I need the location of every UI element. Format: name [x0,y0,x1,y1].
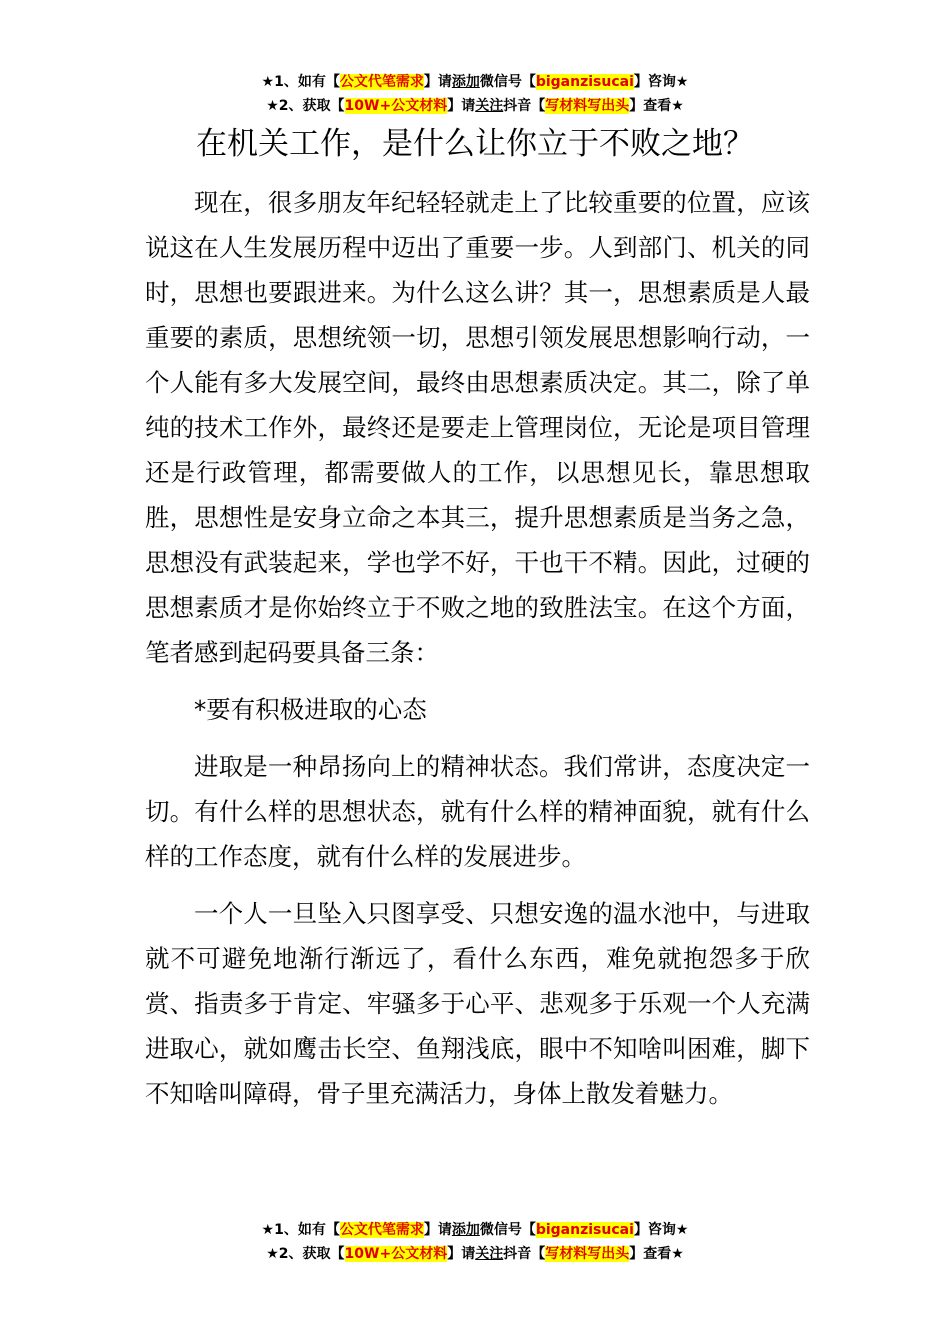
header-banner [0,70,950,118]
materials-highlight: 10W+公文材料 [344,1246,448,1262]
wechat-id-highlight: biganzisucai [535,74,634,90]
header-line-2: ★2、获取【10W+公文材料】请关注抖音【写材料写出头】查看★ [266,98,684,114]
footer-line-1: ★1、如有【公文代笔需求】请添加微信号【biganzisucai】咨询★ [261,1222,689,1238]
wechat-id-highlight: biganzisucai [535,1222,634,1238]
page-title: 在机关工作，是什么让你立于不败之地？ [196,126,754,162]
ghostwriting-highlight: 公文代笔需求 [339,74,424,90]
ghostwriting-highlight: 公文代笔需求 [339,1222,424,1238]
header-line-1: ★1、如有【公文代笔需求】请添加微信号【biganzisucai】咨询★ [261,74,689,90]
section-heading: *要有积极进取的心态 [194,695,427,724]
materials-highlight: 10W+公文材料 [344,98,448,114]
paragraph: 一个人一旦坠入只图享受、只想安逸的温水池中，与进取就不可避免地渐行渐远了，看什么东西，难免就抱怨多于欣赏、指责多于肯定、牢骚多于心平、悲观多于乐观一个人充满进取心，就如鹰击长空、鱼翔浅底，眼中不知啥叫困难，脚下不知啥叫障碍，骨子里充满活力，身体上散发着魅力。 [145,899,810,1108]
douyin-highlight: 写材料写出头 [545,1246,630,1262]
footer-line-2: ★2、获取【10W+公文材料】请关注抖音【写材料写出头】查看★ [266,1246,684,1262]
douyin-highlight: 写材料写出头 [545,98,630,114]
article-body [145,180,810,1116]
paragraph: 现在，很多朋友年纪轻轻就走上了比较重要的位置，应该说这在人生发展历程中迈出了重要一步。人到部门、机关的同时，思想也要跟进来。为什么这么讲？其一，思想素质是人最重要的素质，思想统领一切，思想引领发展思想影响行动，一个人能有多大发展空间，最终由思想素质决定。其二，除了单纯的技术工作外，最终还是要走上管理岗位，无论是项目管理还是行政管理，都需要做人的工作，以思想见长，靠思想取胜，思想性是安身立命之本其三，提升思想素质是当务之急，思想没有武装起来，学也学不好，干也干不精。因此，过硬的思想素质才是你始终立于不败之地的致胜法宝。在这个方面，笔者感到起码要具备三条： [145,188,810,667]
paragraph: 进取是一种昂扬向上的精神状态。我们常讲，态度决定一切。有什么样的思想状态，就有什么样的精神面貌，就有什么样的工作态度，就有什么样的发展进步。 [145,752,810,871]
footer-banner [0,1218,950,1266]
